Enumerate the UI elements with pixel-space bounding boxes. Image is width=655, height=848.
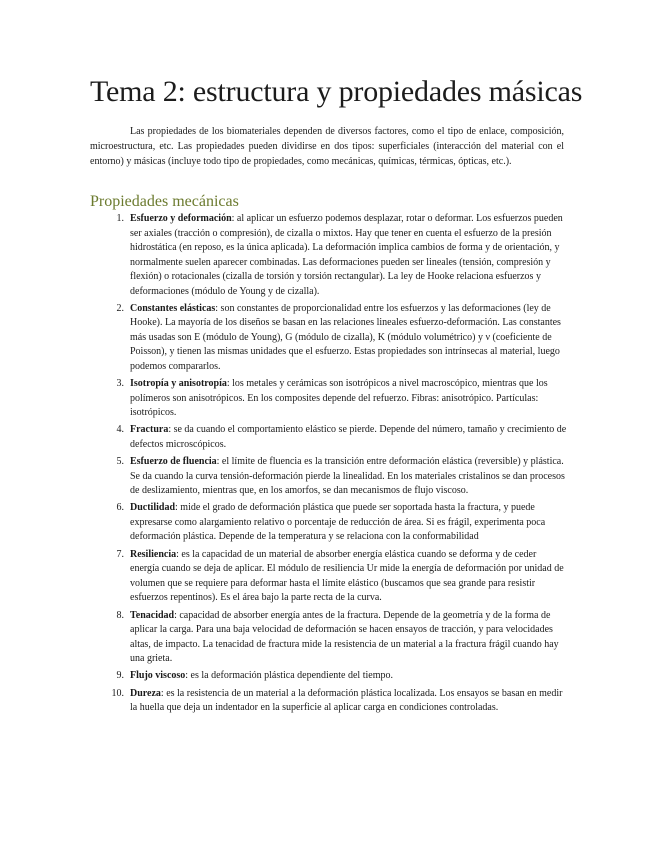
- item-term: Esfuerzo y deformación: [130, 213, 232, 224]
- item-text: : es la resistencia de un material a la deformación plástica localizada. Los ensayos se basan en medir la huella que deja un indentador en la superficie al aplicar carga en condiciones controladas.: [130, 687, 563, 714]
- item-text: : el límite de fluencia es la transición entre deformación elástica (reversible) y plástica. Se da cuando la curva tensión-deformación pierde la linealidad. En los materiales cristalinos se dan procesos de deslizamiento, mientras que, en los amorfos, se dan mecanismos de flujo viscoso.: [130, 456, 565, 497]
- item-text: : capacidad de absorber energía antes de la fractura. Depende de la geometría y de la forma de aplicar la carga. Para una baja velocidad de deformación se hacen ensayos de tracción, y para velocidades altas, de impacto. La tenacidad de fractura mide la resistencia de un material a la fractura frágil cuando hay una grieta.: [130, 609, 559, 665]
- item-text: : es la capacidad de un material de absorber energía elástica cuando se deforma y de ceder energía cuando se deja de aplicar. El módulo de resiliencia Ur mide la energía de deformación por unidad de volumen que se requiere para deformar hasta el límite elástico (buscamos que sea grande para resistir esfuerzos repentinos). Es el área bajo la parte recta de la curva.: [130, 548, 564, 604]
- item-term: Dureza: [130, 687, 161, 699]
- item-text: : se da cuando el comportamiento elástico se pierde. Depende del número, tamaño y crecimiento de defectos microscópicos.: [130, 424, 567, 450]
- item-number: 9.: [116, 670, 124, 682]
- item-number: 1.: [116, 213, 124, 224]
- item-number: 10.: [111, 687, 124, 699]
- list-item: [90, 377, 568, 421]
- list-item: [90, 455, 568, 499]
- page-title: Tema 2: estructura y propiedades másicas: [90, 75, 583, 108]
- item-number: 5.: [116, 456, 124, 468]
- list-item: [90, 212, 568, 299]
- item-number: 3.: [116, 378, 124, 390]
- intro-paragraph: Las propiedades de los biomateriales dependen de diversos factores, como el tipo de enlace, composición, microestructura, etc. Las propiedades pueden dividirse en dos tipos: superficiales (interacción del material con el entorno) y másicas (incluye todo tipo de propiedades, como mecánicas, químicas, térmicas, ópticas, etc.).: [90, 126, 564, 167]
- list-item: [90, 548, 568, 606]
- item-term: Isotropía y anisotropía: [130, 378, 227, 390]
- item-text: : los metales y cerámicas son isotrópicos a nivel macroscópico, mientras que los polímeros son anisotrópicos. En los composites depende del refuerzo. Fibras: anisotrópico. Partículas: isotrópicos.: [130, 378, 548, 419]
- list-item: [90, 669, 568, 684]
- properties-list: [90, 212, 568, 718]
- item-text: : mide el grado de deformación plástica que puede ser soportada hasta la fractura, y puede expresarse como alargamiento relativo o porcentaje de reducción de área. Si es frágil, experimenta poca deformación plástica. Depende de la temperatura y se relaciona con la conformabilidad: [130, 502, 546, 543]
- list-item: [90, 423, 568, 452]
- item-term: Constantes elásticas: [130, 302, 216, 314]
- section-heading: Propiedades mecánicas: [90, 193, 239, 210]
- item-number: 4.: [116, 424, 124, 436]
- item-term: Fractura: [130, 424, 169, 436]
- item-term: Resiliencia: [130, 548, 177, 560]
- item-number: 8.: [116, 609, 124, 621]
- item-number: 6.: [116, 502, 124, 514]
- list-item: [90, 501, 568, 545]
- item-term: Tenacidad: [130, 609, 175, 621]
- item-text: : al aplicar un esfuerzo podemos desplazar, rotar o deformar. Los esfuerzos pueden ser axiales (tracción o compresión), de cizalla o mixtos. Hay que tener en cuenta el esfuerzo de la presión hidrostática (en reposo, es la única aplicada). La deformación implica cambios de forma y de orientación, y normalmente suelen aparecer combinadas. Las deformaciones pueden ser lineales (tensión, compresión y flexión) o rotacionales (cizalla de torsión y torsión rectangular). La ley de Hooke relaciona esfuerzos y deformaciones (módulo de Young y de cizalla).: [130, 213, 563, 297]
- item-number: 2.: [116, 302, 124, 314]
- item-text: : son constantes de proporcionalidad entre los esfuerzos y las deformaciones (ley de Hooke). La mayoría de los diseños se basan en las relaciones lineales esfuerzo-deformación. Las constantes más usadas son E (módulo de Young), G (módulo de cizalla), K (módulo volumétrico) y ν (coeficiente de Poisson), y tienen las mismas unidades que el esfuerzo. Estas propiedades son intrínsecas al material, luego podemos compararlos.: [130, 302, 561, 372]
- list-item: [90, 302, 568, 375]
- item-term: Esfuerzo de fluencia: [130, 456, 217, 468]
- item-text: : es la deformación plástica dependiente del tiempo.: [185, 670, 393, 682]
- list-item: [90, 687, 568, 716]
- item-term: Flujo viscoso: [130, 670, 186, 682]
- list-item: [90, 609, 568, 667]
- item-number: 7.: [116, 548, 124, 560]
- item-term: Ductilidad: [130, 502, 176, 514]
